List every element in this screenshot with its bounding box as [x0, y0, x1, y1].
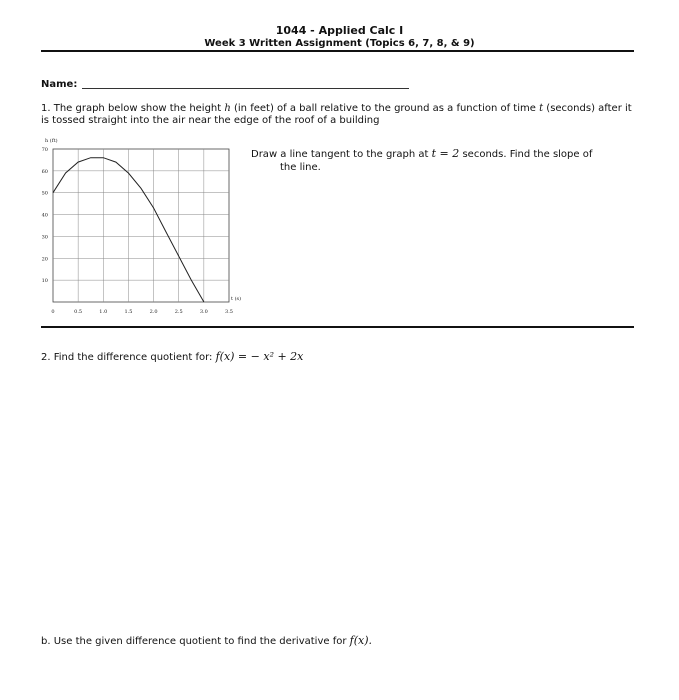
y-tick-label: 50: [41, 190, 48, 197]
y-tick-label: 20: [41, 256, 48, 263]
x-tick-label: 2.0: [149, 309, 158, 315]
x-tick-label: 3.5: [225, 309, 233, 315]
y-tick-label: 70: [41, 147, 48, 153]
question-2b-text: b. Use the given difference quotient to find the derivative for f(x).: [41, 634, 372, 647]
y-tick-label: 10: [41, 278, 48, 285]
x-tick-label: 1.5: [124, 309, 133, 315]
x-tick-label: 0.5: [74, 309, 83, 315]
question-1-instruction: Draw a line tangent to the graph at t = 2 seconds. Find the slope of the line.: [251, 147, 593, 173]
section-divider: [41, 326, 634, 328]
y-tick-label: 40: [41, 212, 48, 219]
x-tick-label: 2.5: [174, 309, 183, 315]
x-axis-label: t (s): [231, 296, 242, 302]
question-1-text: 1. The graph below show the height h (in feet) of a ball relative to the ground as a function of time t (seconds) after it is tossed straight into the air near the edge of the roof of a building: [41, 103, 632, 126]
x-tick-label: 0: [51, 309, 55, 315]
question-2-function: f(x) = − x² + 2x: [215, 350, 304, 363]
question-2-text: 2. Find the difference quotient for: f(x) = − x² + 2x: [41, 350, 304, 363]
y-tick-label: 30: [41, 234, 48, 241]
height-chart: [33, 133, 243, 318]
y-axis-label: h (ft): [45, 138, 58, 144]
y-tick-label: 60: [41, 168, 48, 175]
name-label: Name:: [41, 79, 78, 90]
assignment-title: Week 3 Written Assignment (Topics 6, 7, 8, & 9): [204, 38, 475, 49]
x-tick-label: 3.0: [199, 309, 208, 315]
plot-frame: [53, 149, 229, 302]
course-title: 1044 - Applied Calc I: [275, 24, 404, 37]
header-divider: [41, 50, 634, 52]
x-tick-label: 1.0: [99, 309, 108, 315]
question-2b-function: f(x).: [349, 634, 372, 647]
name-field-line[interactable]: [82, 88, 409, 89]
